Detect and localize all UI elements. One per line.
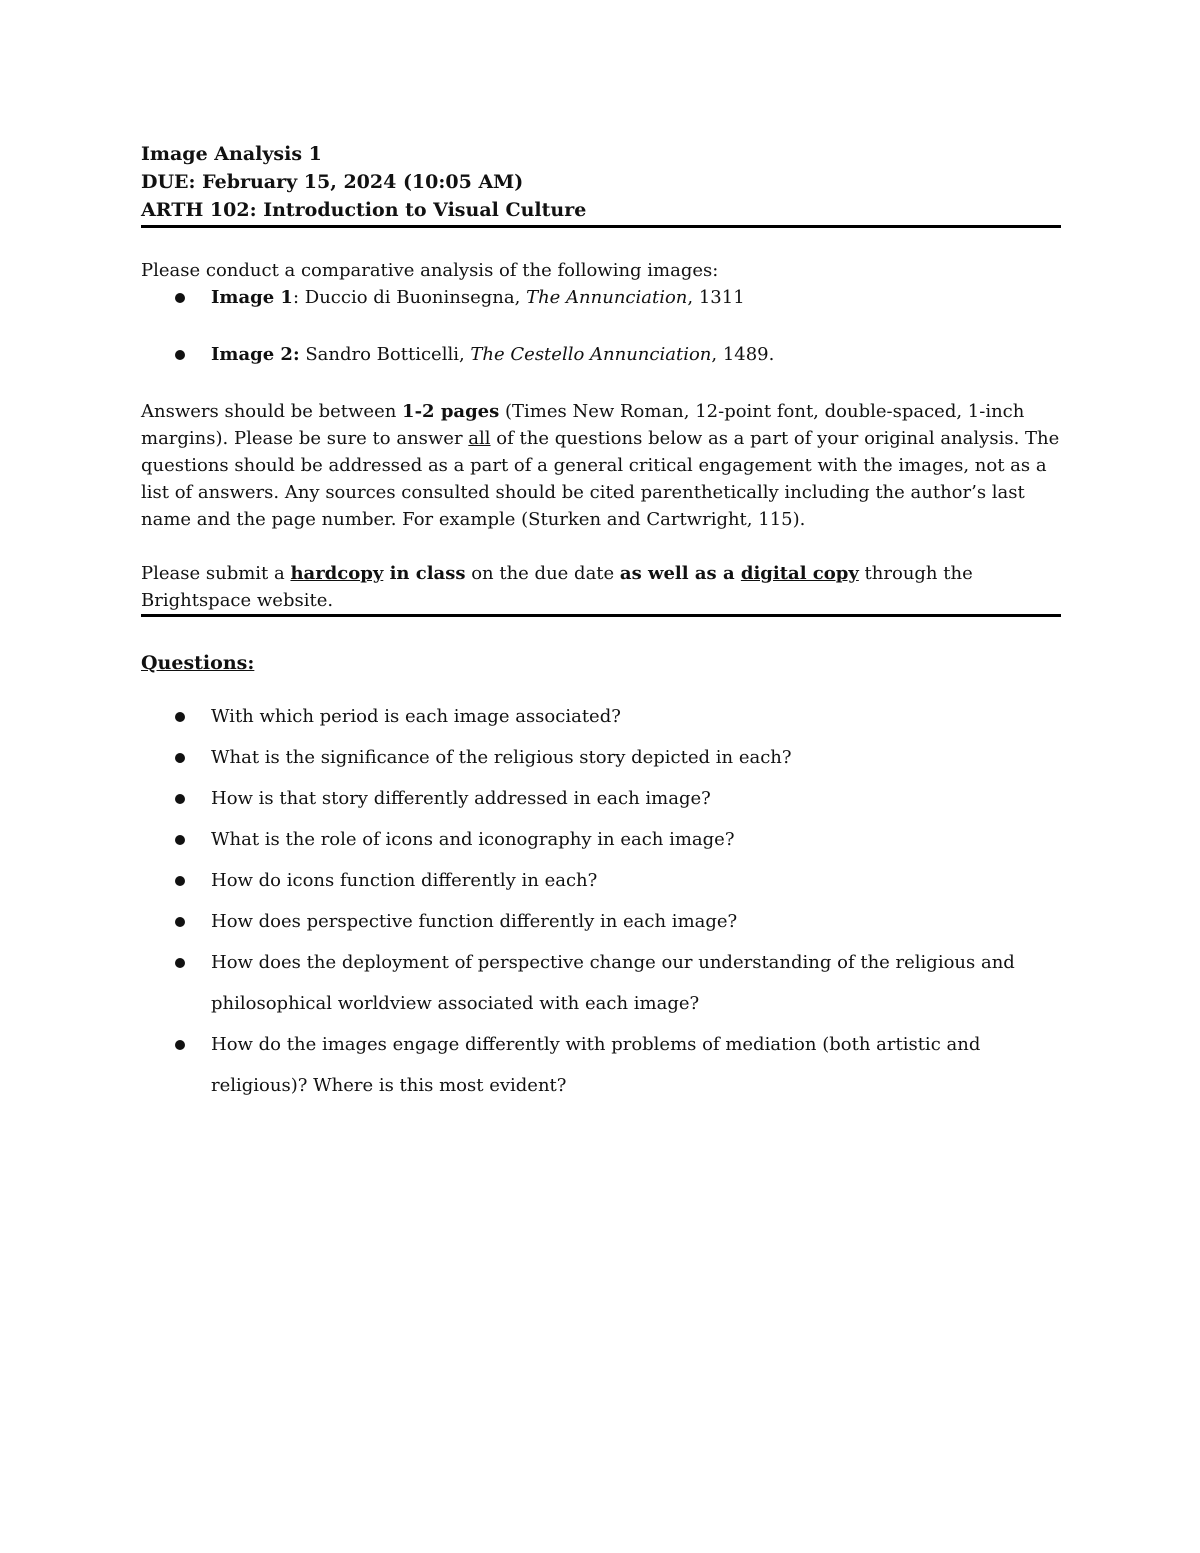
bullet-icon [175, 835, 185, 845]
questions-list [141, 696, 1061, 1106]
bullet-icon [175, 876, 185, 886]
bullet-icon [175, 753, 185, 763]
question-item [141, 737, 1061, 778]
question-text: How is that story differently addressed in each image? [211, 788, 711, 809]
question-text: How does perspective function differently in each image? [211, 911, 738, 932]
bullet-icon [175, 712, 185, 722]
digital-copy-emphasis: digital copy [740, 563, 859, 584]
submit-text: through the Brightspace website. [141, 563, 973, 611]
image-list [141, 284, 1061, 369]
answers-text: Answers should be between [141, 401, 403, 422]
answers-text: (Times New Roman, 12-point font, double-spaced, 1-inch margins). Please be sure to answer [141, 401, 1025, 449]
document-title: Image Analysis 1 [141, 143, 322, 165]
bullet-icon [175, 958, 185, 968]
question-text: How does the deployment of perspective change our understanding of the religious and philosophical worldview associated with each image? [211, 952, 1015, 1014]
emphasis-all: all [468, 428, 491, 449]
question-text: With which period is each image associated? [211, 706, 621, 727]
question-text: How do the images engage differently with problems of mediation (both artistic and religious)? Where is this most evident? [211, 1034, 981, 1096]
image-label: Image 1 [211, 287, 293, 308]
image-work-title: The Cestello Annunciation [470, 344, 712, 365]
image-year: , 1311 [687, 287, 745, 308]
submit-text: on the due date [465, 563, 620, 584]
questions-heading: Questions: [141, 652, 255, 674]
image-artist: Duccio di Buoninsegna, [304, 287, 527, 308]
question-item [141, 778, 1061, 819]
question-text: What is the role of icons and iconography in each image? [211, 829, 735, 850]
question-item [141, 942, 1061, 1024]
image-item-2 [141, 341, 1061, 369]
question-item [141, 860, 1061, 901]
question-text: How do icons function differently in each? [211, 870, 598, 891]
due-date: DUE: February 15, 2024 (10:05 AM) [141, 171, 524, 193]
bullet-icon [175, 794, 185, 804]
question-item [141, 901, 1061, 942]
answers-text: of the questions below as a part of your original analysis. The questions should be addressed as a part of a general critical engagement with the images, not as a list of answers. Any sources consulted should be cited parenthetically including the author’s last name and the page number. For example (Sturken and Cartwright, 115). [141, 428, 1060, 530]
image-artist: Sandro Botticelli, [305, 344, 471, 365]
in-class-emphasis: in class [383, 563, 466, 584]
question-item [141, 819, 1061, 860]
image-work-title: The Annunciation [526, 287, 688, 308]
submission-instructions [141, 560, 1061, 614]
image-item-1 [141, 284, 1061, 312]
page-length: 1-2 pages [402, 401, 500, 422]
document-page [141, 140, 1061, 1106]
as-well-emphasis: as well as a [619, 563, 741, 584]
bullet-icon [175, 350, 185, 360]
question-item [141, 696, 1061, 737]
image-year: , 1489. [711, 344, 775, 365]
intro-text: Please conduct a comparative analysis of the following images: [141, 260, 719, 281]
image-separator: : [292, 287, 305, 308]
header-divider [141, 225, 1061, 228]
course-name: ARTH 102: Introduction to Visual Culture [141, 199, 587, 221]
bullet-icon [175, 917, 185, 927]
submit-text: Please submit a [141, 563, 291, 584]
question-text: What is the significance of the religious story depicted in each? [211, 747, 792, 768]
question-item [141, 1024, 1061, 1106]
hardcopy-emphasis: hardcopy [290, 563, 384, 584]
bullet-icon [175, 1040, 185, 1050]
answers-instructions [141, 398, 1061, 533]
bullet-icon [175, 293, 185, 303]
image-label: Image 2: [211, 344, 300, 365]
section-divider [141, 614, 1061, 617]
